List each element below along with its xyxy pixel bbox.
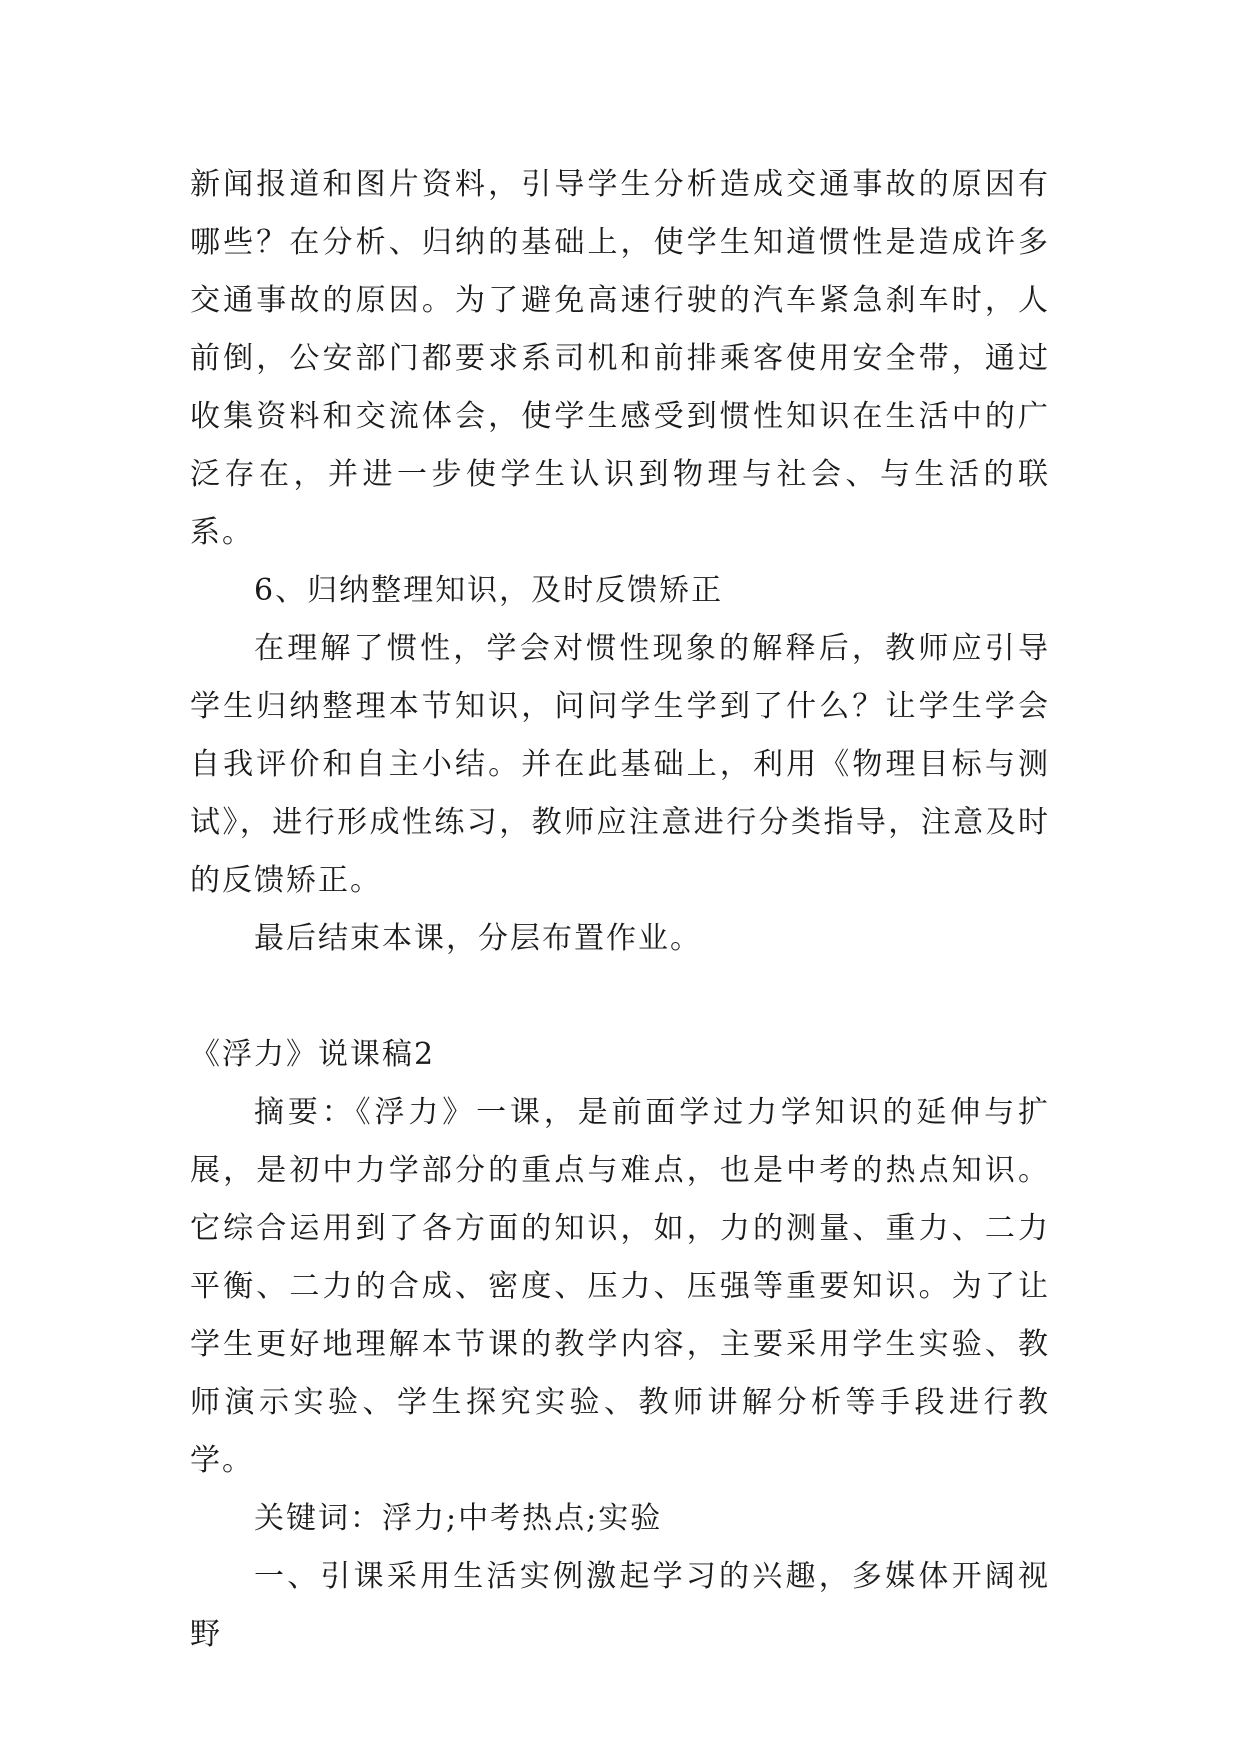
abstract-paragraph: 摘要：《浮力》一课，是前面学过力学知识的延伸与扩展，是初中力学部分的重点与难点，也是中考的热点知识。它综合运用到了各方面的知识，如，力的测量、重力、二力平衡、二力的合成、密度、压力、压强等重要知识。为了让学生更好地理解本节课的教学内容，主要采用学生实验、教师演示实验、学生探究实验、教师讲解分析等手段进行教学。 (190, 1095, 1050, 1478)
section2-title: 《浮力》说课稿2 (190, 1037, 436, 1072)
section-spacer (190, 968, 1050, 1026)
part1-heading: 一、引课采用生活实例激起学习的兴趣，多媒体开阔视野 (190, 1559, 1050, 1652)
continuation-paragraph: 新闻报道和图片资料，引导学生分析造成交通事故的原因有哪些？在分析、归纳的基础上，使学生知道惯性是造成许多交通事故的原因。为了避免高速行驶的汽车紧急刹车时，人前倒，公安部门都要求系司机和前排乘客使用安全带，通过收集资料和交流体会，使学生感受到惯性知识在生活中的广泛存在，并进一步使学生认识到物理与社会、与生活的联系。 (190, 167, 1050, 550)
keywords-line: 关键词：浮力;中考热点;实验 (254, 1501, 663, 1536)
document-body (190, 156, 1050, 1664)
step6-paragraph: 在理解了惯性，学会对惯性现象的解释后，教师应引导学生归纳整理本节知识，问问学生学到了什么？让学生学会自我评价和自主小结。并在此基础上，利用《物理目标与测试》，进行形成性练习，教师应注意进行分类指导，注意及时的反馈矫正。 (190, 631, 1050, 898)
step6-heading: 6、归纳整理知识，及时反馈矫正 (254, 573, 724, 608)
closing-paragraph: 最后结束本课，分层布置作业。 (254, 921, 702, 956)
